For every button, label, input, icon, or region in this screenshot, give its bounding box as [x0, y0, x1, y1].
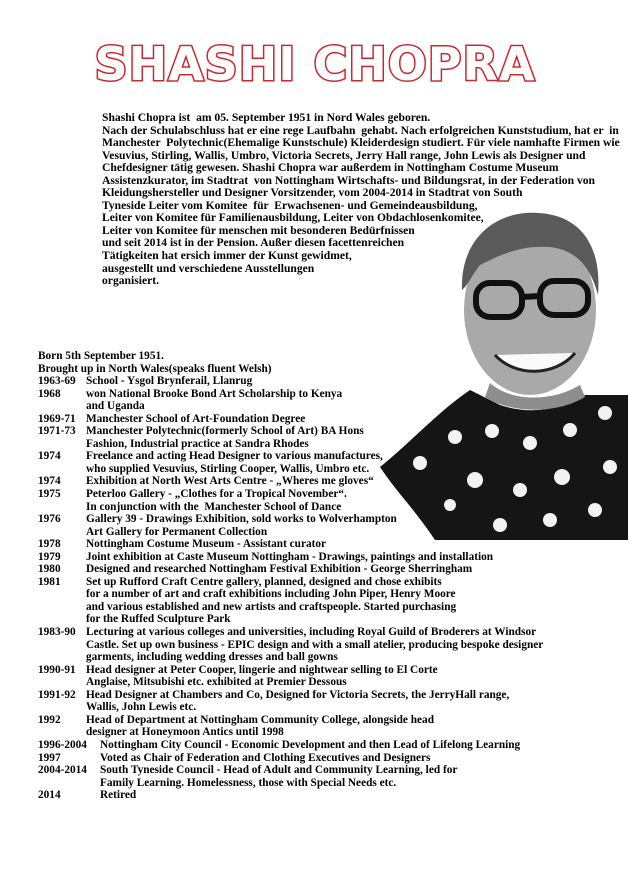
- timeline-entry: [38, 563, 598, 576]
- timeline-text: [86, 475, 374, 488]
- timeline-entry: [38, 513, 598, 538]
- bio-line: Shashi Chopra ist am 05. September 1951 in Nord Wales geboren.: [102, 111, 431, 124]
- timeline-text: [86, 488, 347, 513]
- timeline-text: [86, 375, 252, 388]
- timeline-entry: [38, 739, 598, 752]
- bio-line: Vesuvius, Stirling, Wallis, Umbro, Victoria Secrets, Jerry Hall range, John Lewis als Designer und: [102, 148, 586, 162]
- timeline-line: Set up Rufford Craft Centre gallery, planned, designed and chose exhibits: [86, 575, 442, 588]
- timeline-line: Lecturing at various colleges and universities, including Royal Guild of Broderers at Windsor: [86, 626, 537, 639]
- timeline-year: 1983-90: [38, 626, 76, 639]
- timeline-entry: [38, 413, 598, 426]
- timeline-year: 1975: [38, 488, 61, 501]
- timeline-line: Head Designer at Chambers and Co, Designed for Victoria Secrets, the JerryHall range,: [86, 688, 510, 701]
- timeline-entry: [38, 689, 598, 714]
- bio-line: Leiter von Komitee für menschen mit besonderen Bedürfnissen: [102, 223, 415, 237]
- timeline-year: 1974: [38, 450, 61, 463]
- timeline-line: and Uganda: [86, 400, 145, 413]
- timeline-line: In conjunction with the Manchester School of Dance: [86, 500, 342, 513]
- timeline-text: [86, 626, 543, 664]
- timeline-line: South Tyneside Council - Head of Adult and Community Learning, led for: [100, 764, 458, 777]
- timeline-year: 1968: [38, 387, 61, 400]
- timeline-line: Manchester Polytechnic(formerly School of Art) BA Hons: [86, 425, 364, 438]
- bio-line: Tyneside Leiter vom Komitee für Erwachsenen- und Gemeindeausbildung,: [102, 198, 478, 212]
- timeline-year: 1990-91: [38, 663, 76, 676]
- timeline-line: Voted as Chair of Federation and Clothing Executives and Designers: [100, 751, 431, 764]
- timeline-year: 1996-2004: [38, 738, 87, 751]
- timeline-line: Nottingham City Council - Economic Development and then Lead of Lifelong Learning: [100, 738, 521, 751]
- timeline-line: School - Ysgol Brynferail, Llanrug: [86, 375, 253, 388]
- timeline-line: Fashion, Industrial practice at Sandra Rhodes: [86, 437, 309, 450]
- timeline-text: [86, 425, 364, 450]
- timeline-year: 1991-92: [38, 688, 76, 701]
- timeline-line: garments, including wedding dresses and ball gowns: [86, 651, 338, 664]
- timeline-line: Designed and researched Nottingham Festival Exhibition - George Sherringham: [86, 563, 473, 576]
- timeline-line: who supplied Vesuvius, Stirling Cooper, Wallis, Umbro etc.: [86, 462, 370, 475]
- timeline-text: [86, 388, 342, 413]
- bio-line: Assistenzkurator, im Stadtrat von Nottingham Wirtschafts- und Bildungsrat, in der Federation von: [102, 173, 595, 187]
- bio-line: ausgestellt und verschiedene Ausstellungen: [102, 261, 315, 275]
- timeline-entry: [38, 375, 598, 388]
- timeline-line: Manchester School of Art-Foundation Degree: [86, 412, 306, 425]
- timeline-line: Peterloo Gallery - „Clothes for a Tropical November“.: [86, 488, 347, 501]
- timeline-year: 2004-2014: [38, 764, 87, 777]
- timeline-entry: [38, 789, 598, 802]
- timeline-entry: [38, 388, 598, 413]
- timeline-line: Exhibition at North West Arts Centre - „Wheres me gloves“: [86, 475, 374, 488]
- bio-line: Tätigkeiten hat ersich immer der Kunst gewidmet,: [102, 249, 352, 263]
- timeline-text: [86, 563, 472, 576]
- timeline-entry: [38, 664, 598, 689]
- timeline-text: [86, 576, 456, 626]
- timeline-text: [86, 714, 434, 739]
- bio-line: und seit 2014 ist in der Pension. Außer diesen facettenreichen: [102, 236, 405, 250]
- timeline-year: 1963-69: [38, 375, 76, 388]
- timeline-entry: [38, 752, 598, 765]
- timeline-text: [86, 450, 383, 475]
- timeline-entry: [38, 425, 598, 450]
- timeline-line: for a number of art and craft exhibitions including John Piper, Henry Moore: [86, 588, 456, 601]
- timeline-text: [86, 538, 326, 551]
- bio-line: Chefdesigner tätig gewesen. Shashi Chopra war außerdem in Nottingham Costume Museum: [102, 161, 559, 175]
- timeline-year: 1992: [38, 713, 61, 726]
- timeline-entry: [38, 450, 598, 475]
- timeline-year: 1997: [38, 751, 61, 764]
- timeline-entry: [38, 626, 598, 664]
- timeline-year: 1980: [38, 563, 61, 576]
- intro-line: Born 5th September 1951.: [38, 350, 164, 362]
- timeline-line: Freelance and acting Head Designer to various manufactures,: [86, 450, 383, 463]
- timeline-text: [100, 752, 430, 765]
- timeline-line: won National Brooke Bond Art Scholarship to Kenya: [86, 387, 343, 400]
- timeline-entry: [38, 475, 598, 488]
- timeline-text: [100, 789, 136, 802]
- bio-line: Leiter von Komitee für Familienausbildung, Leiter von Obdachlosenkomitee,: [102, 211, 484, 225]
- timeline-entry: [38, 538, 598, 551]
- timeline-line: Gallery 39 - Drawings Exhibition, sold works to Wolverhampton: [86, 513, 397, 526]
- bio-line: organisiert.: [102, 274, 159, 288]
- timeline-text: [100, 739, 520, 752]
- timeline-text: [86, 689, 509, 714]
- intro-line: Brought up in North Wales(speaks fluent Welsh): [38, 362, 272, 375]
- timeline-line: and various established and new artists and craftspeople. Started purchasing: [86, 600, 457, 613]
- timeline-text: [86, 413, 305, 426]
- timeline-entry: [38, 764, 598, 789]
- timeline-line: Anglaise, Mitsubishi etc. exhibited at Premier Dessous: [86, 676, 347, 689]
- timeline-entry: [38, 714, 598, 739]
- timeline-year: 1969-71: [38, 412, 76, 425]
- english-timeline: [38, 350, 598, 802]
- timeline-year: 1976: [38, 513, 61, 526]
- timeline-year: 1979: [38, 550, 61, 563]
- timeline-line: Nottingham Costume Museum - Assistant curator: [86, 538, 327, 551]
- timeline-year: 1971-73: [38, 425, 76, 438]
- timeline-line: Head designer at Peter Cooper, lingerie and nightwear selling to El Corte: [86, 663, 438, 676]
- timeline-year: 1978: [38, 538, 61, 551]
- timeline-line: Head of Department at Nottingham Community College, alongside head: [86, 713, 434, 726]
- timeline-line: Family Learning. Homelessness, those with Special Needs etc.: [100, 776, 397, 789]
- timeline-entry: [38, 551, 598, 564]
- timeline-line: Joint exhibition at Caste Museum Nottingham - Drawings, paintings and installation: [86, 550, 494, 563]
- timeline-year: 1981: [38, 575, 61, 588]
- timeline-text: [86, 551, 493, 564]
- timeline-line: for the Ruffed Sculpture Park: [86, 613, 231, 626]
- timeline-text: [86, 664, 438, 689]
- timeline-line: Art Gallery for Permanent Collection: [86, 525, 268, 538]
- timeline-year: 2014: [38, 789, 61, 802]
- bio-line: Kleidungshersteller und Designer Vorsitzender, vom 2004-2014 in Stadtrat von South: [102, 186, 523, 200]
- bio-line: Manchester Polytechnic(Ehemalige Kunstschule) Kleiderdesign studiert. Für viele namhafte Firmen wie: [102, 136, 620, 150]
- bio-line: Nach der Schulabschluss hat er eine rege Laufbahn gehabt. Nach erfolgreichen Kunststudium, hat er in: [102, 123, 619, 137]
- timeline-entry: [38, 576, 598, 626]
- page-title: SHASHI CHOPRA: [94, 37, 536, 91]
- timeline-line: Wallis, John Lewis etc.: [86, 701, 197, 714]
- timeline-line: Castle. Set up own business - EPIC design and with a small atelier, producing bespoke designer: [86, 638, 544, 651]
- timeline-text: [100, 764, 457, 789]
- timeline-line: Retired: [100, 789, 137, 802]
- timeline-year: 1974: [38, 475, 61, 488]
- timeline-line: designer at Honeymoon Antics until 1998: [86, 726, 284, 739]
- timeline-text: [86, 513, 397, 538]
- timeline-entry: [38, 488, 598, 513]
